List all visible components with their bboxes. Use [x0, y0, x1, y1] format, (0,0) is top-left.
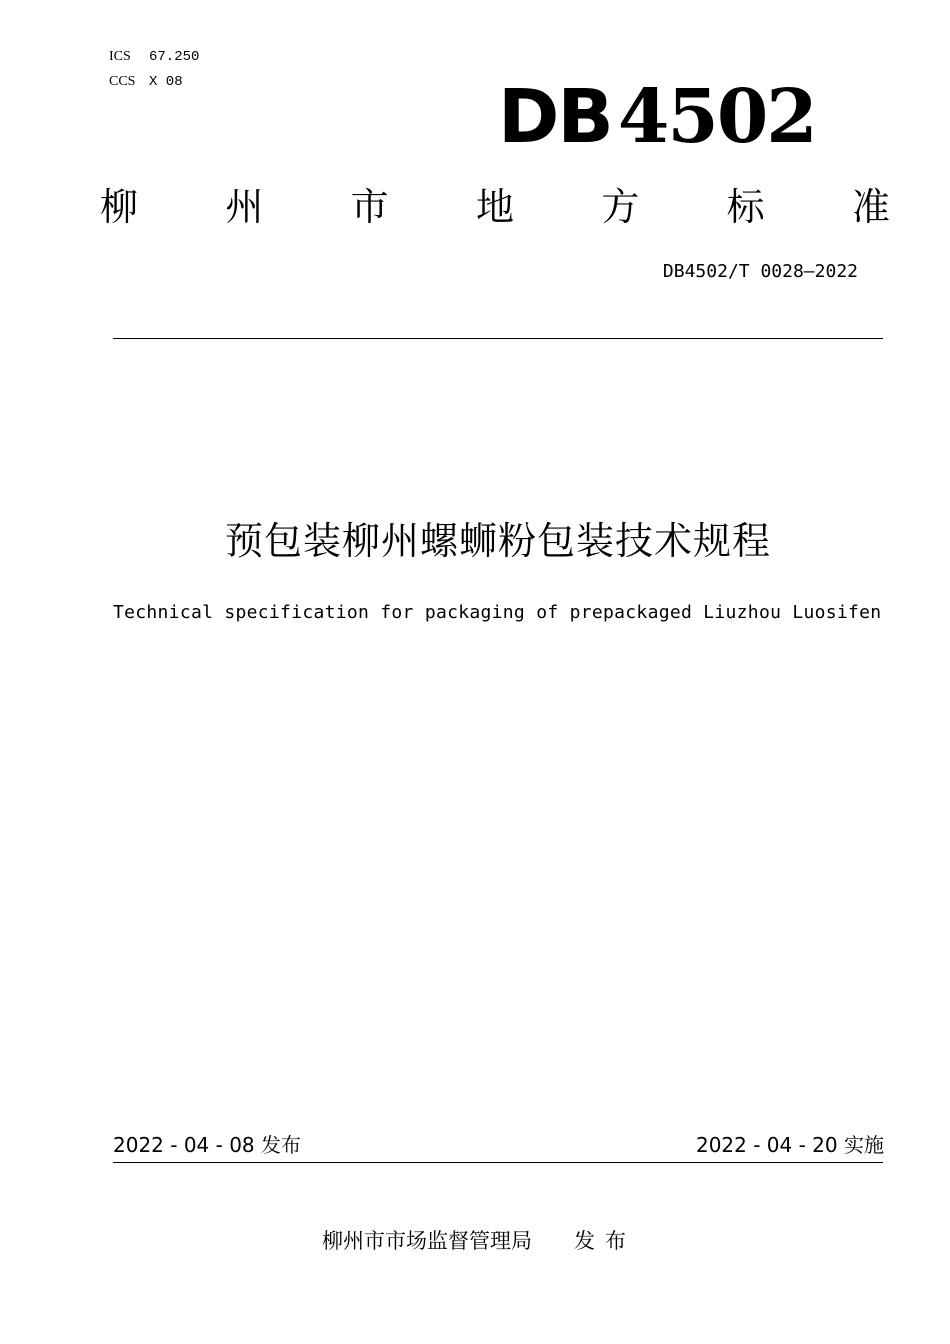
publisher-name: 柳州市市场监督管理局 [322, 1229, 532, 1253]
db-logo-code: 4502 [617, 74, 816, 160]
publisher-action: 发布 [574, 1229, 636, 1253]
standard-type-char: 州 [225, 185, 264, 229]
classification-codes [109, 44, 199, 94]
header-divider [113, 338, 883, 339]
db-logo-prefix: DB [498, 74, 612, 160]
ics-row [109, 44, 199, 69]
ics-label: ICS [109, 49, 131, 64]
issue-date: 2022 - 04 - 08 发布 [113, 1133, 302, 1157]
db-logo [498, 74, 818, 160]
standard-type-char: 标 [726, 185, 765, 229]
document-title-chinese: 预包装柳州螺蛳粉包装技术规程 [224, 519, 771, 563]
implementation-date: 2022 - 04 - 20 实施 [695, 1133, 884, 1157]
ics-value: 67.250 [149, 49, 200, 65]
standard-type-char: 方 [601, 185, 640, 229]
standard-type-char: 市 [350, 185, 389, 229]
standard-number: DB4502/T 0028—2022 [662, 261, 858, 282]
standard-type-char: 地 [475, 185, 514, 229]
ccs-value: X 08 [149, 74, 183, 90]
ccs-row [109, 69, 199, 94]
document-title-english: Technical specification for packaging of prepackaged Liuzhou Luosifen [113, 602, 882, 623]
standard-type-char: 柳 [100, 185, 139, 229]
publisher-line [322, 1226, 636, 1256]
standard-type-heading [100, 182, 890, 232]
ccs-label: CCS [109, 74, 136, 89]
footer-divider [113, 1162, 883, 1163]
standard-type-char: 准 [851, 185, 890, 229]
